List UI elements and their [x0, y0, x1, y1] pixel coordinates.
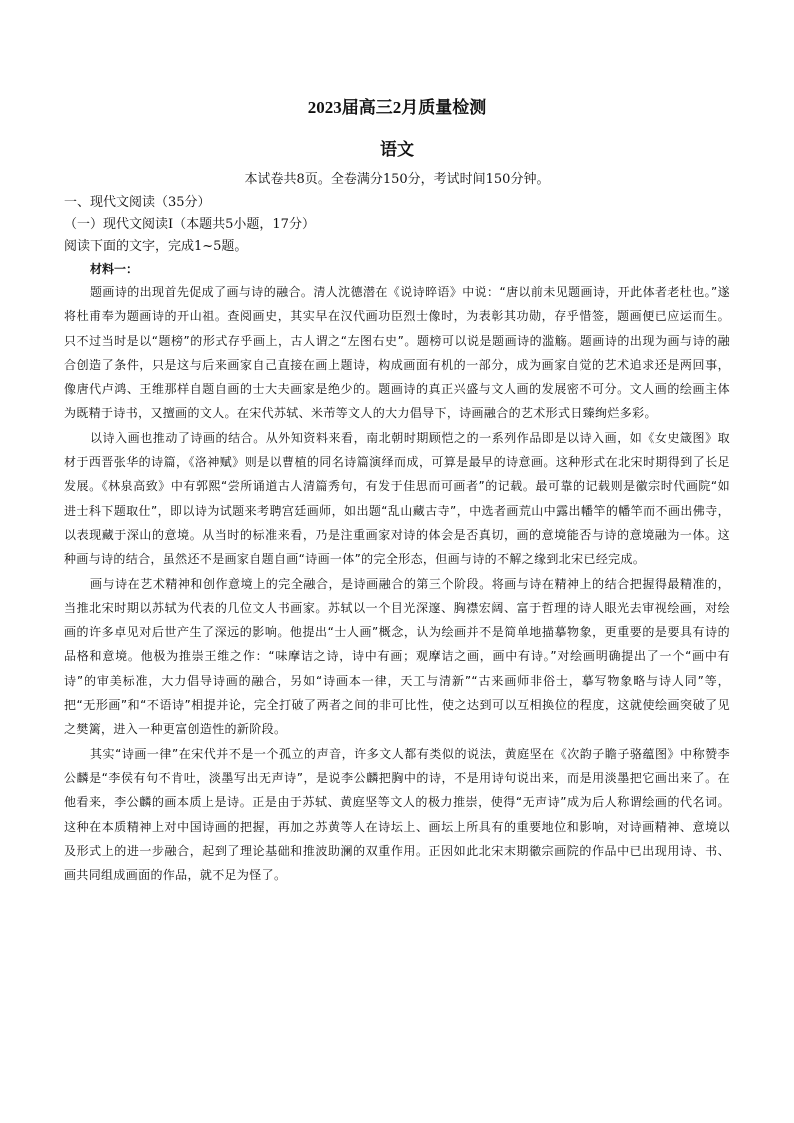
subject-title: 语文 [380, 140, 414, 160]
exam-info: 本试卷共8页。全卷满分150分，考试时间150分钟。 [244, 172, 550, 187]
paragraph-3: 画与诗在艺术精神和创作意境上的完全融合，是诗画融合的第三个阶段。将画与诗在精神上的结合把握得最精准的，当推北宋时期以苏轼为代表的几位文人书画家。苏轼以一个目光深邃、胸襟宏阔、富于哲理的诗人眼光去审视绘画，对绘画的许多卓见对后世产生了深远的影响。他提出“士人画”概念，认为绘画并不是简单地描摹物象，更重要的是要具有诗的品格和意境。他极为推崇王维之作：“味摩诘之诗，诗中有画；观摩诘之画，画中有诗。”对绘画明确提出了一个“画中有诗”的审美标准，大力倡导诗画的融合，另如“诗画本一律，天工与清新”“古来画师非俗士，摹写物象略与诗人同”等，把“无形画”和“不语诗”相提并论，完全打破了两者之间的非可比性，使之达到可以互相换位的程度，这就使绘画突破了见之樊篱，进入一种更富创造性的新阶段。 [64, 576, 730, 737]
exam-title: 2023届高三2月质量检测 [307, 98, 487, 117]
paragraph-4: 其实“诗画一律”在宋代并不是一个孤立的声音，许多文人都有类似的说法，黄庭坚在《次韵子瞻子骆蕴图》中称赞李公麟是“李侯有句不肯吐，淡墨写出无声诗”，是说李公麟把胸中的诗，不是用诗句说出来，而是用淡墨把它画出来了。在他看来，李公麟的画本质上是诗。正是由于苏轼、黄庭坚等文人的极力推崇，使得“无声诗”成为后人称谓绘画的代名词。这种在本质精神上对中国诗画的把握，再加之苏黄等人在诗坛上、画坛上所具有的重要地位和影响，对诗画精神、意境以及形式上的进一步融合，起到了理论基础和推波助澜的双重作用。正因如此北宋末期徽宗画院的作品中已出现用诗、书、画共同组成画面的作品，就不足为怪了。 [64, 746, 730, 883]
section-heading: 一、现代文阅读（35分） [64, 195, 211, 210]
paragraph-2: 以诗入画也推动了诗画的结合。从外知资料来看，南北朝时期顾恺之的一系列作品即是以诗入画，如《女史箴图》取材于西晋张华的诗篇，《洛神赋》则是以曹植的同名诗篇演绎而成，可算是最早的诗意画。这种形式在北宋时期得到了长足发展。《林泉高致》中有郭熙“尝所诵道古人清篇秀句，有发于佳思而可画者”的记载。最可靠的记载则是徽宗时代画院“如进士科下题取仕”，即以诗为试题来考聘宫廷画师，如出题“乱山藏古寺”，中选者画荒山中露出幡竿的幡竿而不画出佛寺，以表现藏于深山的意境。从当时的标准来看，乃是注重画家对诗的体会是否真切，画的意境能否与诗的意境融为一体。这种画与诗的结合，虽然还不是画家自题自画“诗画一体”的完全形态，但画与诗的不解之缘到北宋已经完成。 [64, 430, 730, 567]
paragraph-1: 题画诗的出现首先促成了画与诗的融合。清人沈德潜在《说诗晬语》中说：“唐以前未见题画诗，开此体者老杜也。”遂将杜甫奉为题画诗的开山祖。查阅画史，其实早在汉代画功臣烈士像时，为表彰其功勋，存乎惜签，题画便已应运而生。只不过当时是以“题榜”的形式存乎画上，古人谓之“左图右史”。题榜可以说是题画诗的滥觞。题画诗的出现为画与诗的融合创造了条件，只是这与后来画家自己直接在画上题诗，构成画面有机的一部分，成为画家自觉的艺术追求还是两回事，像唐代卢鸿、王维那样自题自画的士大夫画家是绝少的。题画诗的真正兴盛与文人画的发展密不可分。文人画的绘画主体为既精于诗书，又擅画的文人。在宋代苏轼、米芾等文人的大力倡导下，诗画融合的艺术形式日臻绚烂多彩。 [64, 285, 730, 421]
material-label: 材料一： [90, 262, 139, 276]
subsection-heading: （一）现代文阅读Ⅰ（本题共5小题，17分） [64, 217, 315, 232]
reading-instruction: 阅读下面的文字，完成1~5题。 [64, 239, 248, 254]
